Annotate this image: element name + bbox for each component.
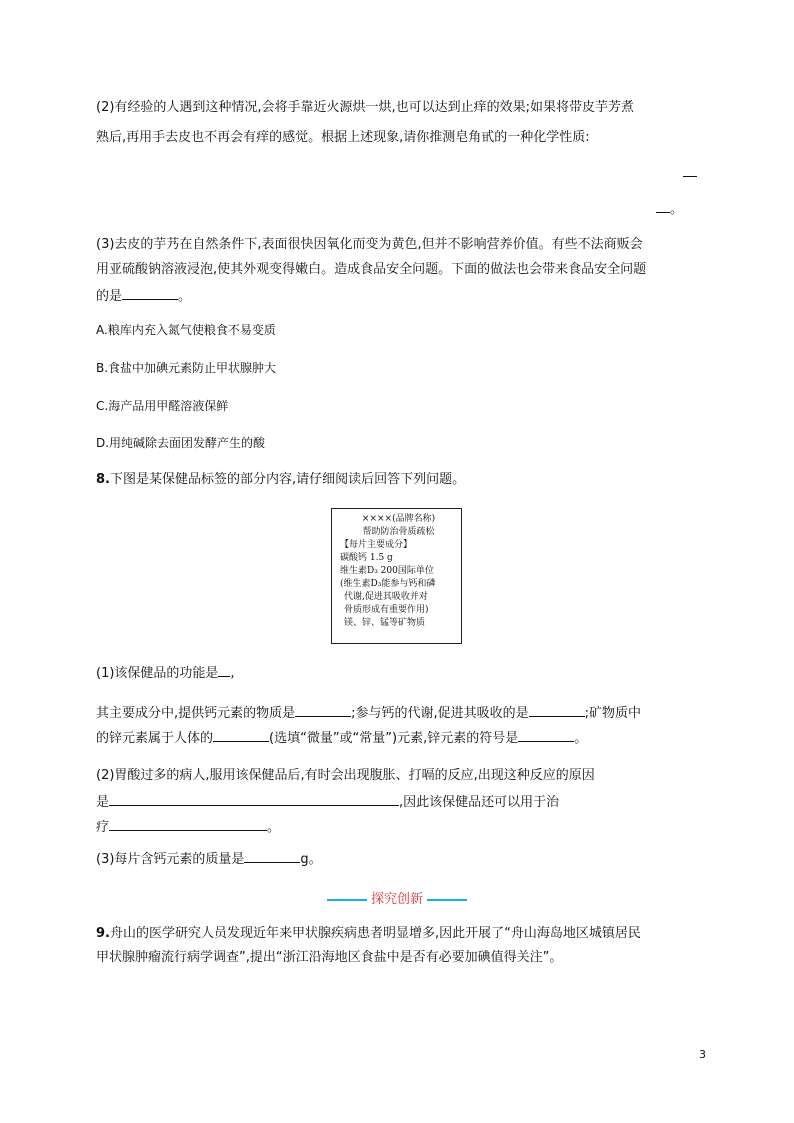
q8-sub2-a: 是 [96,795,110,810]
q8-sub1-line3-a: 的锌元素属于人体的 [96,731,214,746]
q9-number: 9. [96,926,110,941]
q7-option-d: D.用纯碱除去面团发酵产生的酸 [96,436,266,450]
q7-part3-line2: 用亚硫酸钠溶液浸泡,使其外观变得嫩白。造成食品安全问题。下面的做法也会带来食品安全问题 [96,262,647,277]
q7-part2-end: 。 [670,202,684,217]
q8-sub1-line2 [96,702,641,724]
section-rule-right [427,899,467,901]
q8-sub1-line2-a: 其主要成分中,提供钙元素的物质是 [96,706,296,721]
label-item-calcium: 碳酸钙 1.5 g [340,553,393,563]
q8-sub2-line1: (2)胃酸过多的病人,服用该保健品后,有时会出现腹胀、打嗝的反应,出现这种反应的原因 [96,768,595,783]
q8-stem [96,470,465,490]
label-note-2: 代谢,促进其吸收并对 [344,592,428,602]
q8-stem-text: 下图是某保健品标签的部分内容,请仔细阅读后回答下列问题。 [109,472,466,487]
q8-sub2-d: 。 [267,820,281,835]
q9-line1-text: 舟山的医学研究人员发现近年来甲状腺疾病患者明显增多,因此开展了“舟山海岛地区城镇居民 [109,926,641,941]
label-brand: ××××(品牌名称) [361,514,436,524]
q7-part3-prefix: 的是 [96,289,123,304]
label-item-vitamin: 维生素D₃ 200国际单位 [340,566,434,576]
q8-treat-blank[interactable] [109,816,267,831]
label-purpose: 帮助防治骨质疏松 [362,527,435,537]
q8-sub1-line3 [96,727,587,749]
q7-option-a: A.粮库内充入氮气使粮食不易变质 [96,323,276,337]
q8-zinc-symbol-blank[interactable] [518,727,574,742]
label-heading: 【每片主要成分】 [340,540,413,550]
section-title-text: 探究创新 [370,892,423,907]
q8-sub1-text: (1)该保健品的功能是 [96,666,219,681]
q8-sub1 [96,662,235,684]
supplement-label [331,508,462,644]
q7-part2-line2: 熟后,再用手去皮也不再会有痒的感觉。根据上述现象,请你推测皂角甙的一种化学性质: [96,130,590,145]
q7-part3-line3 [96,285,191,307]
q7-answer-blank-2[interactable] [656,198,670,213]
q9-line1 [96,924,641,944]
q8-absorption-blank[interactable] [529,702,585,717]
q8-calcium-source-blank[interactable] [295,702,351,717]
q8-sub1-line3-b: (选填“微量”或“常量”)元素,锌元素的符号是 [269,731,519,746]
q8-sub2-line2 [96,791,559,813]
q7-part3-suffix: 。 [178,289,192,304]
q8-zinc-type-blank[interactable] [213,727,269,742]
q8-sub3-b: g。 [300,852,322,867]
section-heading [0,888,794,907]
label-item-minerals: 镁、锌、锰等矿物质 [344,618,426,628]
q8-sub1-blank[interactable] [218,662,230,677]
label-note-3: 骨质形成有重要作用) [344,605,429,615]
q9-line2: 甲状腺肿瘤流行病学调查”,提出“浙江沿海地区食盐中是否有必要加碘值得关注”。 [96,950,563,965]
q7-answer-blank-2-wrap [656,198,683,217]
q8-sub1-line3-c: 。 [574,731,588,746]
q7-option-c: C.海产品用甲醛溶液保鲜 [96,399,229,413]
q8-sub3-a: (3)每片含钙元素的质量是 [96,852,245,867]
q7-option-b: B.食盐中加碘元素防止甲状腺肿大 [96,361,277,375]
q8-calcium-mass-blank[interactable] [244,848,300,863]
section-rule-left [327,899,367,901]
q8-sub2-b: ,因此该保健品还可以用于治 [399,795,560,810]
page-number: 3 [699,1048,706,1061]
label-note-1: (维生素D₃能参与钙和磷 [340,579,436,589]
q8-sub2-line3 [96,816,280,838]
q8-sub2-c: 疗 [96,820,110,835]
q7-part2-line1: (2)有经验的人遇到这种情况,会将手靠近火源烘一烘,也可以达到止痒的效果;如果将带皮芋芳煮 [96,100,635,115]
q8-sub1-line2-b: ;参与钙的代谢,促进其吸收的是 [351,706,529,721]
q8-sub1-comma: , [230,666,235,681]
q8-sub3 [96,848,322,870]
q7-part3-blank[interactable] [122,285,178,300]
q7-answer-blank-1[interactable] [683,162,697,177]
q8-sub1-line2-c: ;矿物质中 [584,706,642,721]
q8-reason-blank[interactable] [109,791,399,806]
q7-part3-line1: (3)去皮的芋艿在自然条件下,表面很快因氧化而变为黄色,但并不影响营养价值。有些不法商贩会 [96,237,643,252]
q8-number: 8. [96,472,110,487]
